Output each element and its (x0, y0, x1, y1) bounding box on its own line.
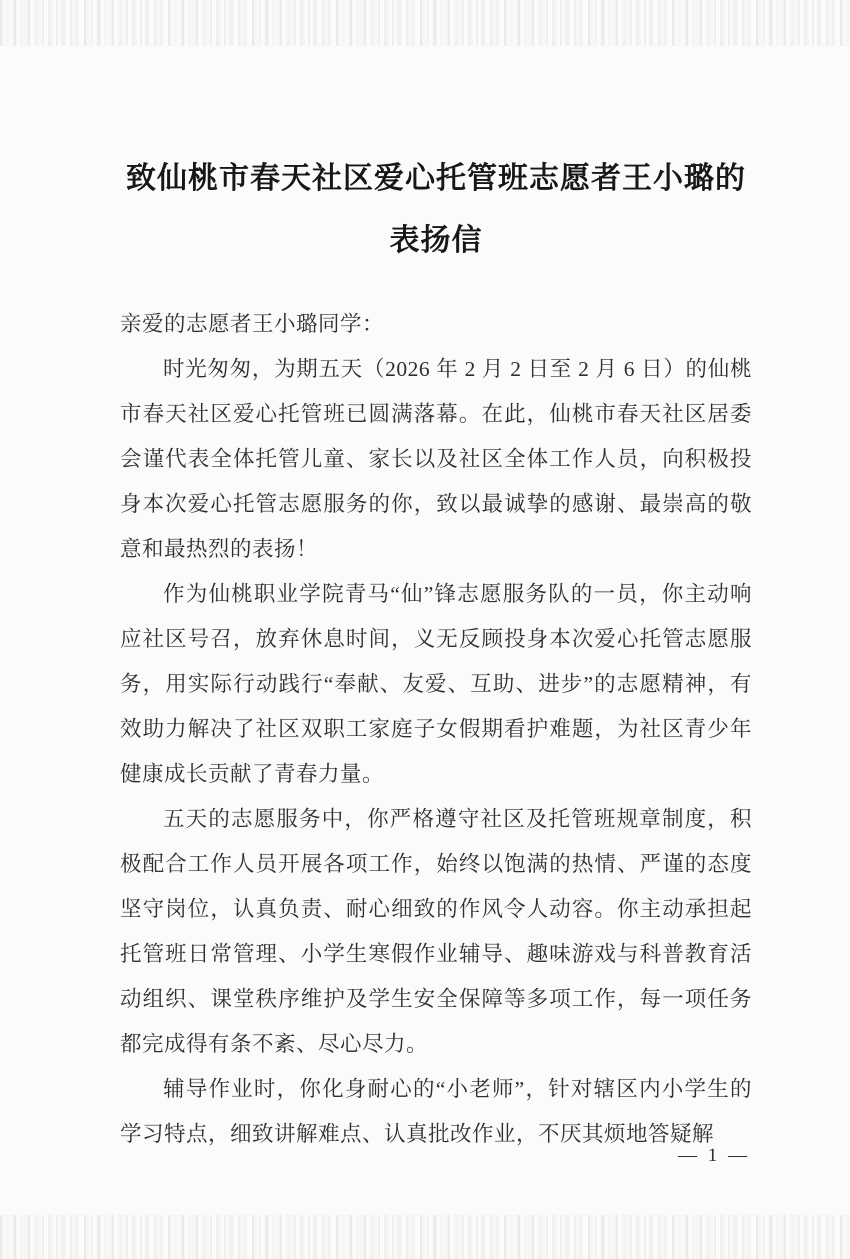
letter-title-line2: 表扬信 (389, 224, 483, 257)
letter-salutation: 亲爱的志愿者王小璐同学： (120, 312, 385, 336)
letter-paragraph-1: 时光匆匆，为期五天（2026 年 2 月 2 日至 2 月 6 日）的仙桃市春天社区爱心托管班已圆满落幕。在此，仙桃市春天社区居委会谨代表全体托管儿童、家长以及社区全体工作人员，向积极投身本次爱心托管志愿服务的你，致以最诚挚的感谢、最崇高的敬意和最热烈的表扬！ (120, 357, 752, 561)
letter-title (120, 148, 752, 272)
letter-title-line1: 致仙桃市春天社区爱心托管班志愿者王小璐的 (126, 162, 746, 195)
letter-paragraph-4: 辅导作业时，你化身耐心的“小老师”，针对辖区内小学生的学习特点，细致讲解难点、认真批改作业，不厌其烦地答疑解 (120, 1077, 752, 1146)
page-number: — 1 — (678, 1145, 750, 1166)
letter-paragraph-2: 作为仙桃职业学院青马“仙”锋志愿服务队的一员，你主动响应社区号召，放弃休息时间，义无反顾投身本次爱心托管志愿服务，用实际行动践行“奉献、友爱、互助、进步”的志愿精神，有效助力解决了社区双职工家庭子女假期看护难题，为社区青少年健康成长贡献了青春力量。 (120, 582, 752, 786)
scan-noise-bottom (0, 1215, 850, 1259)
letter-paragraph-3: 五天的志愿服务中，你严格遵守社区及托管班规章制度，积极配合工作人员开展各项工作，始终以饱满的热情、严谨的态度坚守岗位，认真负责、耐心细致的作风令人动容。你主动承担起托管班日常管理、小学生寒假作业辅导、趣味游戏与科普教育活动组织、课堂秩序维护及学生安全保障等多项工作，每一项任务都完成得有条不紊、尽心尽力。 (120, 807, 752, 1056)
